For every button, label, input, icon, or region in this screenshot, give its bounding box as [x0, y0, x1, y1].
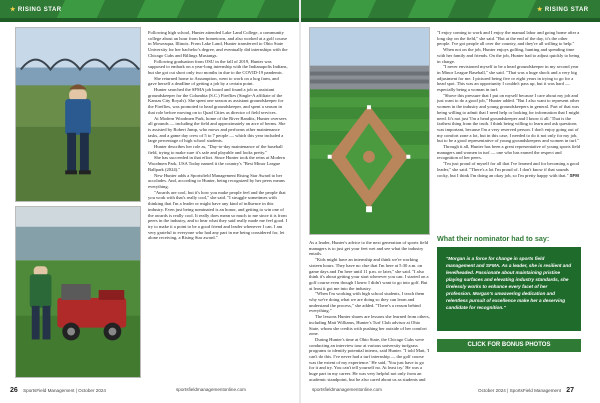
paragraph: As a leader, Hunter's advice to the next generation of sports field managers is to just get your feet wet and see what the industry entails.: [309, 240, 429, 257]
paragraph: During Hunter's time at Ohio State, the Chicago Cubs were conducting an interview tour at various university turfgrass programs to identify potential interns, said Hunter. "I told Matt, 'I can't do this. I've never had a turf internship — the golf course was the extent of my experience.' He said, 'You just have to go for it and try. You can't tell yourself no. At least try.' He was a huge part in my career. He was very helpful not only from an academic standpoint, but he also cared about us as students and: [309, 336, 430, 382]
article-column-left-page: [148, 30, 288, 383]
star-icon: ★: [10, 7, 16, 13]
nominator-quote-box: [437, 247, 581, 331]
bonus-photos-button[interactable]: CLICK FOR BONUS PHOTOS: [437, 339, 581, 352]
paragraph: The lessons Hunter shares are lessons she learned from others, including Matt Williams, Hunter's Turf Club advisor at Ohio State, whom she credits with pushing her outside of her comfort zone.: [309, 314, 430, 337]
section-kicker-right: ★ RISING STAR: [537, 7, 589, 13]
footer-right: [478, 387, 574, 394]
footer-left: [10, 387, 106, 394]
photo-baseball-stadium: [309, 27, 430, 235]
header-bar-left: [0, 0, 299, 22]
footer-url-left[interactable]: sportsfieldmanagementonline.com: [176, 387, 246, 392]
star-icon: ★: [537, 7, 543, 13]
article-column-right-page-1: [309, 240, 430, 383]
paragraph: She returned home to Assumption, went to work on a hog farm, and gave herself a deadline of getting a job by a certain point.: [148, 75, 279, 87]
publication-info-left: SportsField Management | October 2024: [23, 388, 106, 393]
publication-info-right: October 2024 | SportsField Management: [478, 388, 561, 393]
paragraph: "When I'm working with high school students, I teach them why we're doing what we are doing so they can learn and understand the process," she added. "There's a reason behind everything.": [309, 291, 425, 314]
photo-person-by-river-bridge: [15, 27, 141, 202]
page-number-left: 26: [10, 387, 18, 394]
photo-person-with-utility-cart: [15, 206, 141, 378]
paragraph: Hunter describes her role as, "Day-to-day maintenance of the baseball field, trying to make sure it's safe and playable and looks pretty.": [148, 144, 283, 155]
end-mark: SFM: [569, 172, 579, 178]
nominator-quote: "Morgan is a force for change in sports field management and SFMA. As a leader, she is resilient and levelheaded. Passionate about maintaining pristine playing surfaces and elevating industry standards, she tirelessly works to enhance every facet of her profession. Morgan's unwavering dedication and relentless pursuit of excellence make her a deserving candidate for recognition.": [446, 256, 572, 310]
section-kicker-left: ★ RISING STAR: [10, 7, 62, 13]
paragraph: She has succeeded in that effort. Since Hunter took the reins at Modern Woodmen Park, USA Today named it the country's "Best Minor League Ballpark (2024).": [148, 155, 285, 172]
paragraph: When not on the job, Hunter enjoys golfing, hunting and spending time with her family and friends. On the job, Hunter had to adjust quickly to being in charge.: [437, 47, 580, 64]
paragraph: Following graduation from OSU in the fall of 2019, Hunter was supposed to embark on a year-long internship with the Indianapolis Indians, but she got cut short only two months in due to the COVID-19 pandemic.: [148, 58, 288, 75]
page-number-right: 27: [566, 387, 574, 394]
page-gutter: [299, 0, 301, 403]
paragraph: "I never envisioned myself to be a head groundskeeper in my second year in Minor League Baseball," she said. "That was a huge shock and a very big adjustment for me. I pictured being five or eight years in trying to go for a head spot. This was an opportunity I couldn't pass up, but it was hard — especially being a woman in turf.: [437, 64, 579, 93]
article-column-right-page-2: [437, 30, 581, 228]
paragraph: Through it all, Hunter has been a great representative of young sports field managers and women in turf — one who has earned the respect and recognition of her peers.: [437, 144, 581, 161]
paragraph: "I enjoy coming to work and I enjoy the manual labor and going home after a long day on the field," she said. "But at the end of the day, it's the other people. I've got people all over the country, and they're all willing to help.": [437, 30, 580, 47]
paragraph: At Modern Woodmen Park, home of the River Bandits, Hunter oversees all grounds — including the field and approximately an acre of berms. She is assisted by Robert Jump, who mows and performs other maintenance tasks, and a game day crew of 5 to 7 people — which this year included a large percentage of high school students.: [148, 115, 287, 144]
sidebar-title: What their nominator had to say:: [437, 234, 550, 243]
paragraph: New Hunter adds a Sportsfield Management Rising Star Award to her accolades. And, according to Hunter, being recognized by her peers means everything.: [148, 172, 285, 189]
footer-url-right[interactable]: sportsfieldmanagementonline.com: [312, 387, 382, 392]
header-bar-right: [301, 0, 600, 22]
paragraph: "I'm just proud of myself for all that I've learned and for becoming a good leader," she said. "There's a lot I'm proud of. I don't know if that sounds cocky, but I think I'm doing an okay job, so I'm pretty happy with that.": [437, 161, 579, 178]
paragraph: "Shove this pressure that I put on myself because I care about my job and just want to do a good job," Hunter added. "But I also want to represent other women in the industry and young groundskeepers in general. Part of that was being willing to admit that I need help or looking for information that I might need. It's not just 'I'm a head groundskeeper and I know it all.' That is the farthest thing from the truth. I think being willing to learn and ask questions was important, because I'm a very reserved person. I don't enjoy going out of my comfort zone a lot, but in this case, I needed to do it not only for my job, but to be a good representative of young groundskeepers and women in turf.": [437, 92, 580, 144]
paragraph: "Kids might have an internship and think we're working sixteen hours. They have no clue that I'm here at 5:30 a.m. on game days and I'm here until 11 p.m. or later," she said. "I also think it's about getting your start wherever you can. I started on a golf course even though I knew I didn't want to go into golf. But at least it got me into the industry.: [309, 257, 429, 291]
paragraph: Hunter searched the SFMA job board and found a job as assistant groundskeeper for the Columbia (S.C.) Fireflies (Single-A affiliate of the Kansas City Royals). She spent one season as assistant groundskeeper for the Fireflies, was promoted to head groundskeeper, and spent a season in that role before moving on to Quad Cities as director of field services.: [148, 87, 284, 115]
paragraph: Following high school, Hunter attended Lake Land College, a community college about an hour from her hometown, and also worked at a golf course in Moweaqua, Illinois. From Lake Land, Hunter transferred to Ohio State University for her bachelor's degree, and eventually did internships with the Chicago Cubs and Billings Mustangs.: [148, 30, 288, 58]
paragraph: "Awards are cool, but it's how you make people feel and the people that you work with that's really cool," she said. "I struggle sometimes with thinking that I'm a leader or might have any kind of influence in this industry. Even just being nominated is an honor, and getting to win one of the awards is really cool. It really does mean so much to me since it is from peers in the industry, and to hear what they said really made me feel good. I try to make it a point to be a good friend and leader whenever I can. I am very grateful to everyone who had any part in me being considered for, let alone receiving, a Rising Star award.": [148, 189, 288, 241]
